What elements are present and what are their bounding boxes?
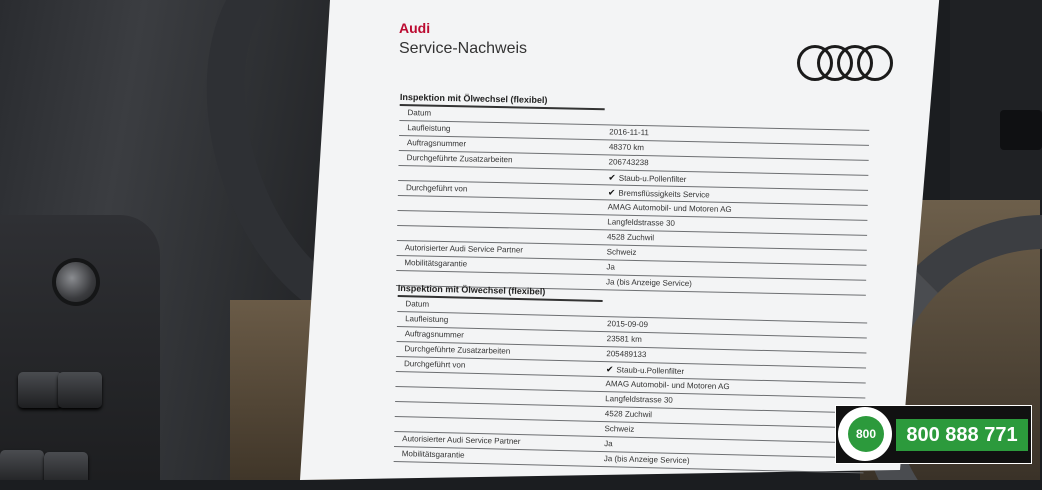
row-label: Mobilitätsgarantie <box>404 258 468 269</box>
mirror-adjust-knob <box>56 262 96 302</box>
row-value-cell <box>607 232 654 242</box>
row-label: Datum <box>407 108 432 118</box>
row-label: Auftragsnummer <box>404 329 464 340</box>
row-value: Schweiz <box>606 247 637 257</box>
row-label: Datum <box>405 299 430 309</box>
air-vent <box>1000 110 1042 150</box>
row-value: 4528 Zuchwil <box>604 409 653 420</box>
document-title: Service-Nachweis <box>399 40 528 57</box>
row-value-cell <box>609 142 644 152</box>
row-value-cell <box>608 187 710 200</box>
row-value-cell <box>606 262 615 271</box>
section-title: Inspektion mit Ölwechsel (flexibel) <box>400 92 605 110</box>
row-value: Ja <box>606 262 615 272</box>
logo-number: 800 <box>848 416 884 452</box>
row-value-cell <box>605 409 652 419</box>
row-value: Staub-u.Pollenfilter <box>616 365 685 377</box>
row-label: Mobilitätsgarantie <box>401 449 465 460</box>
row-label: Durchgeführte Zusatzarbeiten <box>406 153 513 165</box>
row-value-cell <box>608 157 648 167</box>
row-value-cell <box>604 439 613 448</box>
row-label: Durchgeführte Zusatzarbeiten <box>404 344 511 356</box>
row-value-cell <box>606 277 692 288</box>
row-value-cell <box>608 202 732 214</box>
door-armrest <box>0 215 160 480</box>
row-value-cell <box>605 394 673 405</box>
checkmark-icon: ✔ <box>607 187 616 198</box>
brand-name: Audi <box>399 20 431 36</box>
row-value: 23581 km <box>606 334 642 344</box>
row-label: Laufleistung <box>405 314 449 325</box>
row-value: Staub-u.Pollenfilter <box>618 173 687 185</box>
section-rows <box>394 297 868 473</box>
audi-rings-logo <box>797 45 887 79</box>
row-value-cell <box>606 349 646 359</box>
row-label: Autorisierter Audi Service Partner <box>404 243 524 255</box>
window-switch <box>0 450 44 480</box>
row-label: Autorisierter Audi Service Partner <box>402 434 521 447</box>
row-value: 48370 km <box>608 142 645 153</box>
row-value: 4528 Zuchwil <box>606 232 655 243</box>
watermark-logo <box>835 405 1032 464</box>
row-value: Ja (bis Anzeige Service) <box>603 454 690 466</box>
row-value: AMAG Automobil- und Motoren AG <box>605 379 730 392</box>
row-label: Laufleistung <box>407 123 451 134</box>
row-value: Ja <box>604 439 613 449</box>
row-value-cell <box>604 424 634 434</box>
checkmark-icon: ✔ <box>605 364 614 375</box>
row-value: Bremsflüssigkeits Service <box>618 188 710 200</box>
row-value-cell <box>605 379 729 391</box>
row-value-cell <box>607 334 642 344</box>
row-value-cell <box>604 454 690 465</box>
window-switch <box>18 372 62 408</box>
row-value-cell <box>607 217 675 227</box>
row-value: Langfeldstrasse 30 <box>605 394 673 405</box>
checkmark-icon: ✔ <box>608 172 616 183</box>
row-value: Ja (bis Anzeige Service) <box>605 277 692 289</box>
row-value: Schweiz <box>604 424 635 434</box>
row-value-cell <box>609 127 649 137</box>
row-value: Langfeldstrasse 30 <box>607 217 676 228</box>
section-title: Inspektion mit Ölwechsel (flexibel) <box>398 283 603 302</box>
row-value-cell <box>607 247 637 257</box>
row-value: 2016-11-11 <box>609 127 650 138</box>
window-switch <box>58 372 102 408</box>
logo-circle <box>838 407 892 461</box>
row-value-cell <box>608 172 686 185</box>
row-label: Durchgeführt von <box>403 359 466 370</box>
row-value: AMAG Automobil- und Motoren AG <box>607 202 732 214</box>
service-section <box>394 283 868 473</box>
row-label: Durchgeführt von <box>405 183 468 194</box>
service-section <box>396 92 870 296</box>
row-label: Auftragsnummer <box>406 138 467 149</box>
dashboard <box>950 0 1042 200</box>
section-rows <box>396 106 870 296</box>
row-value: 205489133 <box>606 349 647 360</box>
row-value: 206743238 <box>608 157 649 168</box>
row-value-cell <box>606 364 684 377</box>
phone-number: 800 888 771 <box>896 419 1028 451</box>
row-value: 2015-09-09 <box>606 319 649 330</box>
row-value-cell <box>607 319 648 329</box>
window-switch <box>44 452 88 480</box>
